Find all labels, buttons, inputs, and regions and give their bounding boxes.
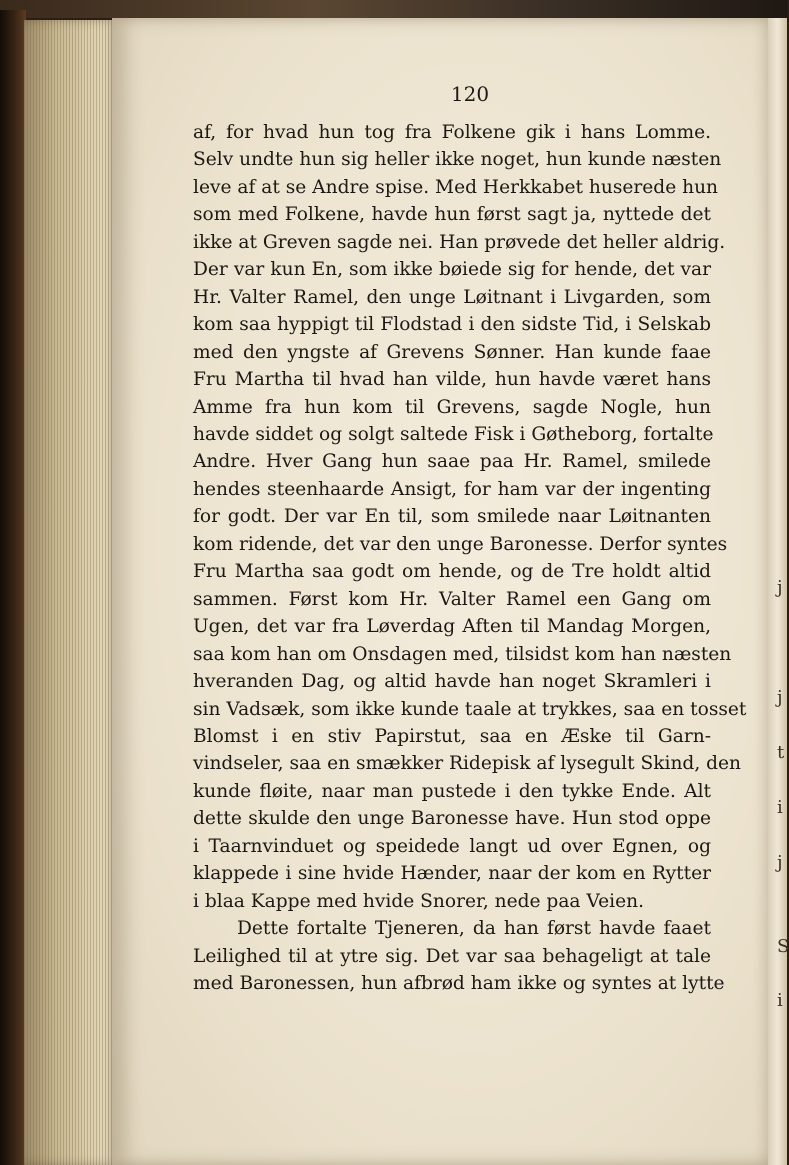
text-line: Der var kun En, som ikke bøiede sig for hende, det var — [193, 259, 711, 281]
edge-letter: j — [777, 577, 783, 598]
edge-letter: S — [777, 936, 789, 957]
text-line: af, for hvad hun tog fra Folkene gik i hans Lomme. — [193, 122, 711, 143]
text-line: dette skulde den unge Baronesse have. Hun stod oppe — [193, 808, 711, 830]
text-line: hendes steenhaarde Ansigt, for ham var der ingenting — [193, 478, 711, 500]
text-line: for godt. Der var En til, som smilede naar Løitnanten — [193, 506, 711, 528]
edge-letter: t — [777, 742, 785, 763]
text-line: sammen. Først kom Hr. Valter Ramel een Gang om — [193, 588, 711, 610]
text-line: Hr. Valter Ramel, den unge Løitnant i Livgarden, som — [193, 286, 711, 308]
edge-letter: j — [777, 852, 783, 873]
text-line: havde siddet og solgt saltede Fisk i Gøtheborg, fortalte — [193, 423, 714, 445]
edge-letter: i — [777, 797, 783, 818]
text-line: ikke at Greven sagde nei. Han prøvede det heller aldrig. — [193, 231, 726, 253]
text-line: leve af at se Andre spise. Med Herkkabet huserede hun — [193, 176, 719, 198]
text-line: vindseler, saa en smækker Ridepisk af lysegult Skind, den — [193, 753, 742, 775]
text-line: Dette fortalte Tjeneren, da han først havde faaet — [237, 918, 711, 940]
text-line: med Baronessen, hun afbrød ham ikke og syntes at lytte — [193, 973, 725, 995]
text-line: Blomst i en stiv Papirstut, saa en Æske til Garn- — [193, 725, 711, 747]
text-line: Fru Martha saa godt om hende, og de Tre holdt altid — [193, 561, 711, 583]
text-line: kom ridende, det var den unge Baronesse. Derfor syntes — [193, 533, 728, 555]
text-line: Fru Martha til hvad han vilde, hun havde været hans — [193, 369, 711, 391]
edge-letter: i — [777, 990, 783, 1011]
text-line: kom saa hyppigt til Flodstad i den sidste Tid, i Selskab — [193, 314, 711, 336]
text-line: Selv undte hun sig heller ikke noget, hun kunde næsten — [193, 149, 722, 171]
text-line: i blaa Kappe med hvide Snorer, nede paa Veien. — [193, 890, 644, 912]
text-line: saa kom han om Onsdagen med, tilsidst kom han næsten — [193, 643, 732, 665]
page-edges — [24, 20, 118, 1165]
text-line: kunde fløite, naar man pustede i den tykke Ende. Alt — [193, 780, 711, 802]
text-line: klappede i sine hvide Hænder, naar der kom en Rytter — [193, 863, 711, 885]
edge-letter: j — [777, 687, 783, 708]
text-line: som med Folkene, havde hun først sagt ja, nyttede det — [193, 204, 711, 226]
text-line: Andre. Hver Gang hun saae paa Hr. Ramel, smilede — [193, 451, 711, 473]
text-line: Leilighed til at ytre sig. Det var saa behageligt at tale — [193, 945, 711, 967]
book-spine — [0, 10, 26, 1165]
background-strip — [0, 0, 787, 18]
text-line: med den yngste af Grevens Sønner. Han kunde faae — [193, 341, 711, 363]
page-number: 120 — [450, 82, 490, 106]
text-line: i Taarnvinduet og speidede langt ud over Egnen, og — [193, 835, 711, 857]
text-line: sin Vadsæk, som ikke kunde taale at trykkes, saa en tosset — [193, 698, 747, 720]
text-line: Ugen, det var fra Løverdag Aften til Mandag Morgen, — [193, 616, 711, 638]
text-line: Amme fra hun kom til Grevens, sagde Nogle, hun — [193, 396, 711, 418]
text-line: hveranden Dag, og altid havde han noget Skramleri i — [193, 671, 711, 693]
page-body-text — [193, 119, 747, 998]
